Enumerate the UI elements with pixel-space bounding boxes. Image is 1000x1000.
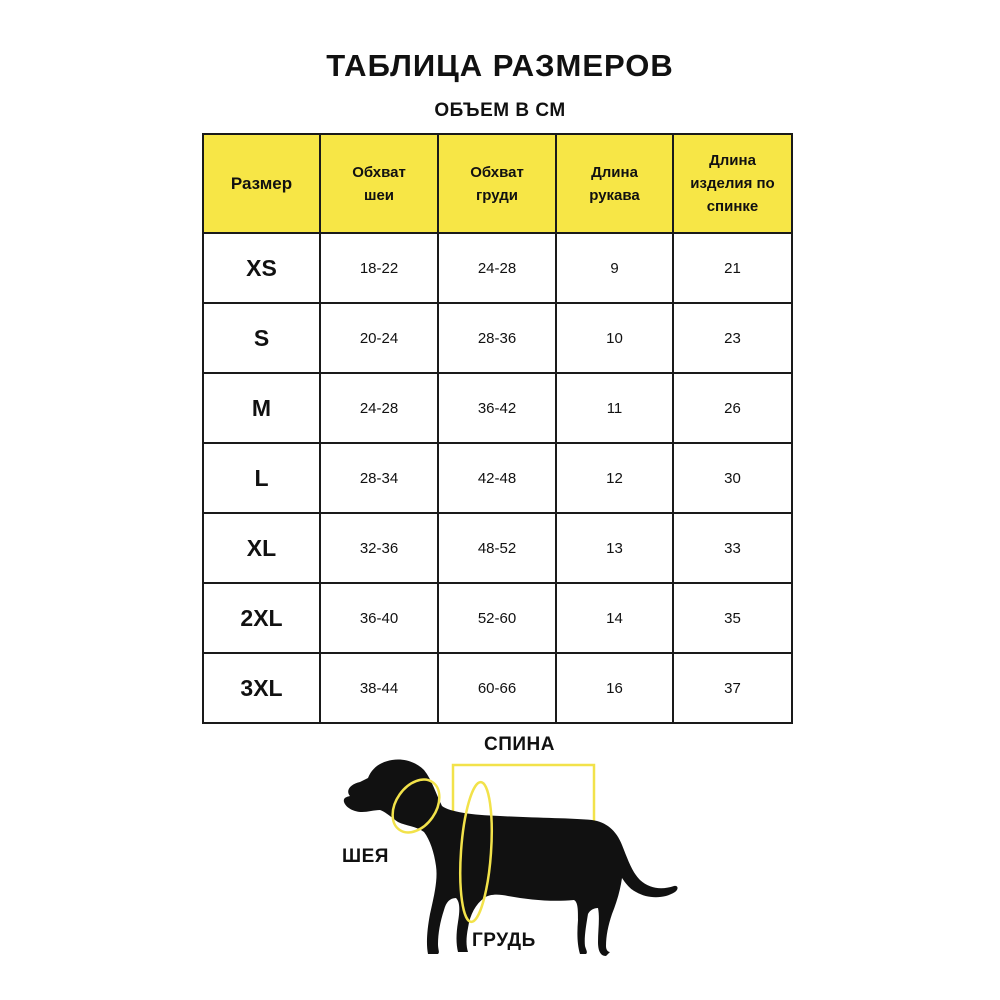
page-title: ТАБЛИЦА РАЗМЕРОВ [326, 48, 674, 83]
sleeve-cell: 16 [556, 653, 673, 723]
neck-cell: 28-34 [320, 443, 438, 513]
chest-cell: 52-60 [438, 583, 556, 653]
header-neck-girth [320, 134, 438, 233]
size-table [202, 133, 793, 724]
chest-cell: 60-66 [438, 653, 556, 723]
chest-cell: 48-52 [438, 513, 556, 583]
sleeve-cell: 9 [556, 233, 673, 303]
neck-cell: 20-24 [320, 303, 438, 373]
header-chest-girth-label: Обхват груди [470, 163, 524, 204]
size-cell: M [203, 373, 320, 443]
chest-label: ГРУДЬ [472, 930, 536, 951]
back-length-cell: 21 [673, 233, 792, 303]
sleeve-cell: 11 [556, 373, 673, 443]
chest-cell: 42-48 [438, 443, 556, 513]
dog-silhouette-illustration [0, 730, 1000, 1000]
neck-cell: 38-44 [320, 653, 438, 723]
table-row [203, 583, 792, 653]
size-cell: 2XL [203, 583, 320, 653]
size-cell: 3XL [203, 653, 320, 723]
header-chest-girth [438, 134, 556, 233]
table-row [203, 303, 792, 373]
neck-cell: 18-22 [320, 233, 438, 303]
header-back-length [673, 134, 792, 233]
chest-cell: 28-36 [438, 303, 556, 373]
size-cell: L [203, 443, 320, 513]
neck-label: ШЕЯ [342, 846, 389, 867]
back-label: СПИНА [484, 734, 555, 755]
header-sleeve-length [556, 134, 673, 233]
chest-cell: 24-28 [438, 233, 556, 303]
page-subtitle: ОБЪЕМ В СМ [434, 100, 566, 121]
header-back-length-label: Длина изделия по спинке [690, 152, 775, 215]
measurement-diagram [0, 730, 1000, 1000]
back-length-cell: 33 [673, 513, 792, 583]
size-cell: XL [203, 513, 320, 583]
table-row [203, 373, 792, 443]
sleeve-cell: 12 [556, 443, 673, 513]
header-neck-girth-label: Обхват шеи [352, 163, 406, 204]
table-row [203, 653, 792, 723]
table-row [203, 233, 792, 303]
back-length-cell: 37 [673, 653, 792, 723]
size-cell: S [203, 303, 320, 373]
neck-cell: 32-36 [320, 513, 438, 583]
sleeve-cell: 13 [556, 513, 673, 583]
neck-cell: 36-40 [320, 583, 438, 653]
table-row [203, 443, 792, 513]
back-length-cell: 30 [673, 443, 792, 513]
size-cell: XS [203, 233, 320, 303]
back-length-cell: 35 [673, 583, 792, 653]
neck-cell: 24-28 [320, 373, 438, 443]
dog-silhouette-icon [344, 759, 678, 956]
back-length-cell: 26 [673, 373, 792, 443]
sleeve-cell: 14 [556, 583, 673, 653]
sleeve-cell: 10 [556, 303, 673, 373]
chest-cell: 36-42 [438, 373, 556, 443]
header-sleeve-length-label: Длина рукава [589, 163, 640, 204]
table-header-row [203, 134, 792, 233]
back-length-cell: 23 [673, 303, 792, 373]
table-row [203, 513, 792, 583]
header-size: Размер [203, 134, 320, 233]
